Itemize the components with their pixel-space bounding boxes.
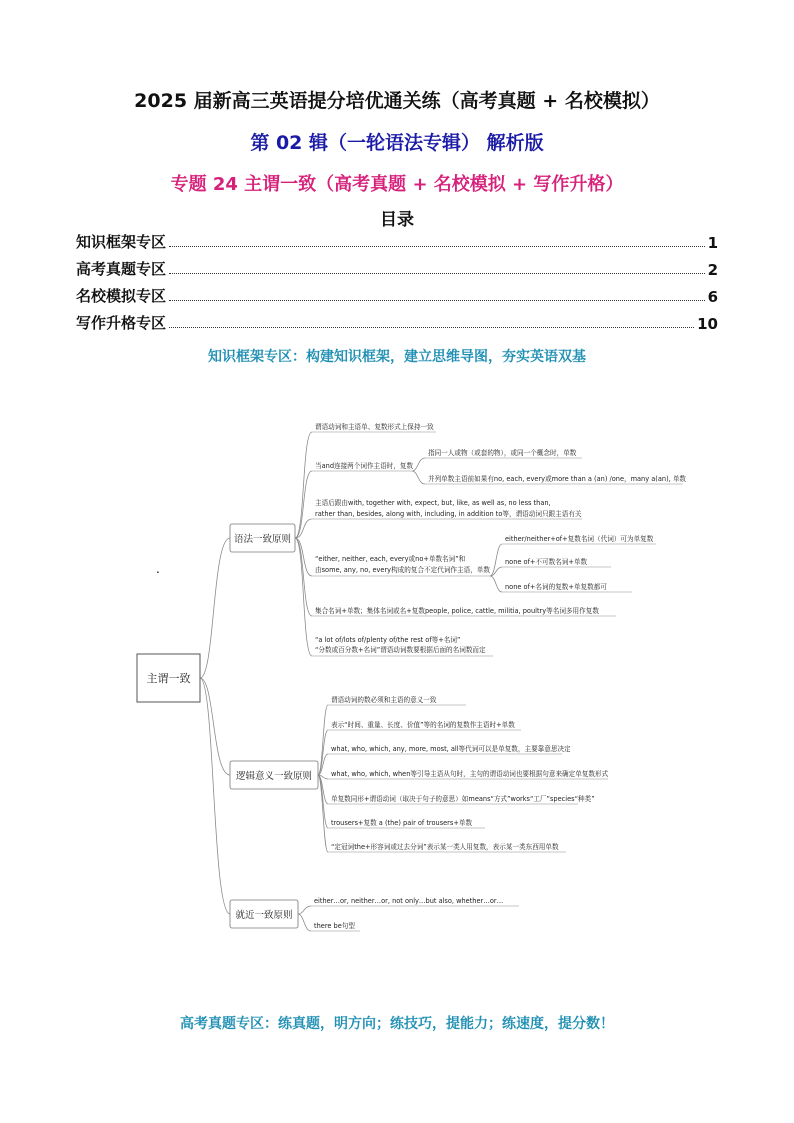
- document-title: 2025 届新高三英语提分培优通关练（高考真题 + 名校模拟）: [134, 90, 660, 112]
- mindmap-leaf: either…or, neither…or, not only…but also, whether…or…: [314, 897, 504, 905]
- mindmap-leaf: none of+不可数名词+单数: [505, 558, 588, 566]
- mindmap-leaf: either/neither+of+复数名词（代词）可为单复数: [505, 535, 654, 543]
- section-heading-exam: 高考真题专区：练真题，明方向；练技巧，提能力；练速度，提分数！: [180, 1016, 614, 1032]
- toc-entry-page: 6: [707, 288, 718, 306]
- mindmap-leaf: 谓语动词的数必须和主语的意义一致: [331, 696, 437, 704]
- mindmap-leaf: “定冠词the+形容词或过去分词”表示某一类人用复数，表示某一类东西用单数: [331, 843, 559, 851]
- toc-entry-page: 10: [697, 315, 718, 333]
- mindmap-leaf: rather than, besides, along with, including, in addition to等，谓语动词只跟主语有关: [315, 510, 582, 518]
- toc-entry-label: 知识框架专区: [76, 233, 167, 251]
- mindmap-leaf: there be句型: [314, 922, 355, 930]
- mindmap-leaf: 表示“时间、重量、长度、价值”等的名词的复数作主语时+单数: [331, 721, 515, 729]
- mindmap-leaf: 由some, any, no, every构成的复合不定代词作主语，单数: [315, 566, 490, 574]
- mindmap-leaf: 谓语动词和主语单、复数形式上保持一致: [315, 423, 434, 431]
- mindmap-leaf: 单复数同形+谓语动词（取决于句子的意思）如means“方式”works“工厂”species“种类”: [331, 795, 595, 803]
- document-subtitle: 第 02 辑（一轮语法专辑） 解析版: [250, 132, 544, 154]
- mindmap-leaf: none of+名词的复数+单复数都可: [505, 583, 607, 591]
- toc-entry-label: 高考真题专区: [76, 260, 167, 278]
- mindmap-leaf: “a lot of/lots of/plenty of/the rest of等+名词”: [315, 636, 461, 644]
- mindmap-leaf: 主语后跟由with, together with, expect, but, like, as well as, no less than,: [315, 499, 551, 507]
- mindmap-branch-label: 语法一致原则: [233, 534, 292, 545]
- mindmap-leaf: “either, neither, each, every或no+单数名词”和: [315, 555, 466, 563]
- stray-dot: .: [156, 562, 160, 576]
- mindmap-leaf: what, who, which, when等引导主语从句时，主句的谓语动词也要根据句意来确定单复数形式: [331, 770, 609, 778]
- mindmap-branch-label: 逻辑意义一致原则: [235, 771, 313, 782]
- mindmap-leaf: 当and连接两个词作主语时，复数: [315, 462, 414, 470]
- toc-heading: 目录: [380, 210, 414, 230]
- toc-entry-label: 写作升格专区: [76, 314, 167, 332]
- topic-title: 专题 24 主谓一致（高考真题 + 名校模拟 + 写作升格）: [170, 174, 624, 195]
- mindmap-root-label: 主谓一致: [146, 672, 191, 685]
- mindmap-leaf: 指同一人或物（或套的物），或同一个概念时，单数: [428, 449, 577, 457]
- mindmap-leaf: 集合名词+单数；集体名词或名+复数people, police, cattle, militia, poultry等名词多用作复数: [315, 607, 599, 615]
- section-heading-framework: 知识框架专区：构建知识框架，建立思维导图，夯实英语双基: [208, 349, 586, 365]
- mindmap-branch-label: 就近一致原则: [235, 910, 293, 921]
- mindmap-leaf: 并列单数主语前如果有no, each, every或more than a (an) /one，many a(an), 单数: [428, 475, 687, 483]
- mindmap-leaf: “分数或百分数+名词”谓语动词数要根据后面的名词数而定: [315, 646, 486, 654]
- mindmap-leaf: what, who, which, any, more, most, all等代词可以是单复数，主要靠意思决定: [331, 745, 571, 753]
- mindmap-leaf: trousers+复数 a (the) pair of trousers+单数: [331, 819, 473, 827]
- toc-entry-page: 2: [707, 261, 718, 279]
- toc-entry-page: 1: [707, 234, 718, 252]
- toc-entry-label: 名校模拟专区: [76, 287, 167, 305]
